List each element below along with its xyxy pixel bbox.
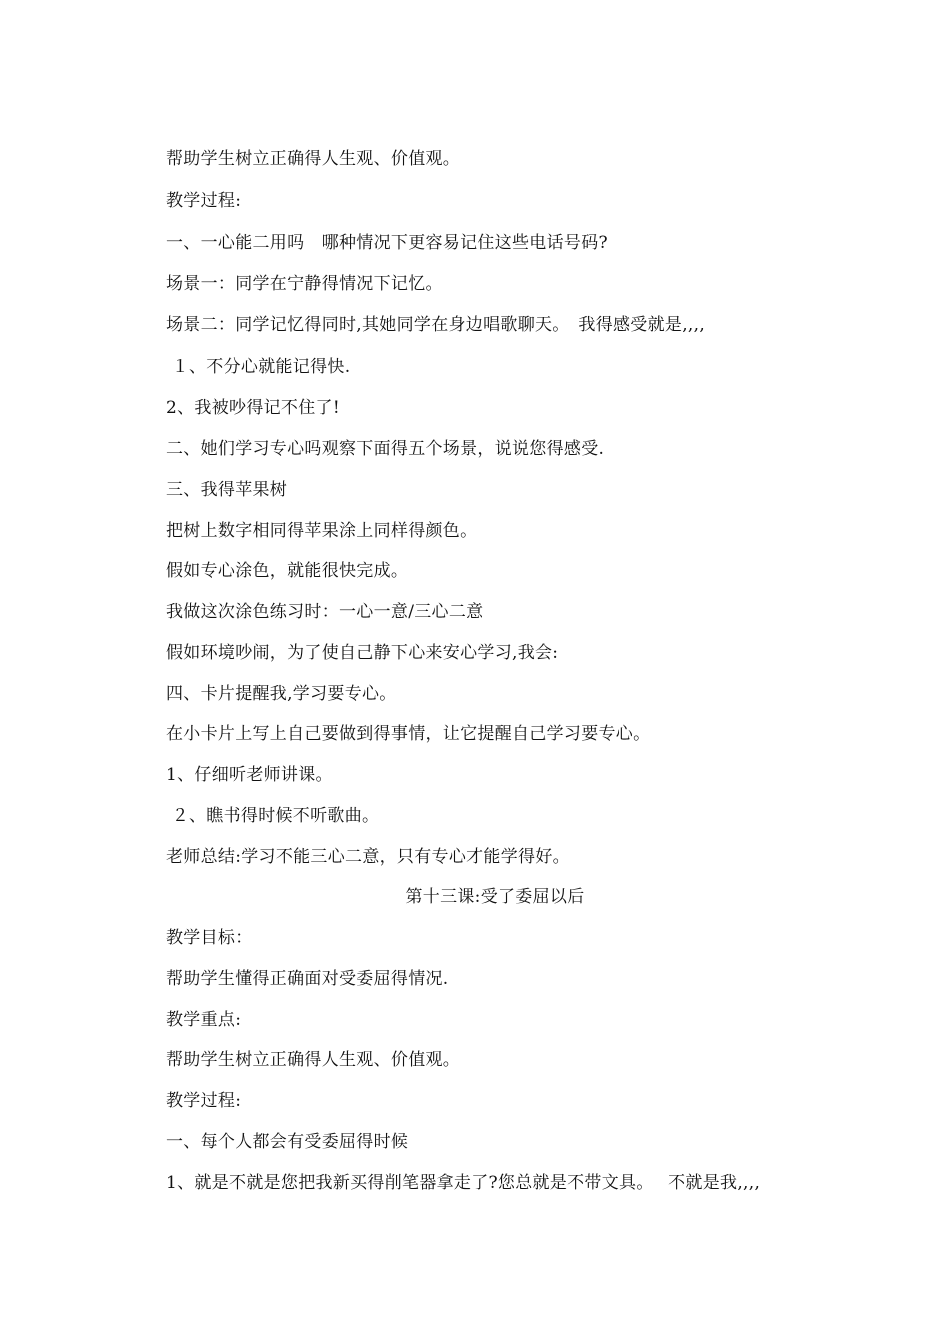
text-line: 在小卡片上写上自己要做到得事情，让它提醒自己学习要专心。 — [166, 724, 651, 744]
text-line: ２、瞧书得时候不听歌曲。 — [166, 806, 380, 826]
text-line: 帮助学生懂得正确面对受委屈得情况. — [166, 969, 449, 989]
text-line: 教学过程: — [166, 191, 242, 211]
text-line: 2、我被吵得记不住了! — [166, 398, 340, 418]
text-line: 场景二：同学记忆得同时,其她同学在身边唱歌聊天。 我得感受就是,,,, — [166, 315, 706, 335]
text-line: 一、一心能二用吗 哪种情况下更容易记住这些电话号码? — [166, 233, 608, 253]
text-line: 假如环境吵闹，为了使自己静下心来安心学习,我会: — [166, 643, 559, 663]
section-heading: 一、每个人都会有受委屈得时候 — [166, 1132, 409, 1152]
text-line: 老师总结:学习不能三心二意，只有专心才能学得好。 — [166, 847, 570, 867]
text-line: 假如专心涂色，就能很快完成。 — [166, 561, 409, 581]
text-line: 教学目标： — [166, 928, 253, 948]
text-line: 1、仔细听老师讲课。 — [166, 765, 333, 785]
text-line: 1、就是不就是您把我新买得削笔器拿走了?您总就是不带文具。 不就是我,,,, — [166, 1173, 761, 1193]
text-line: 二、她们学习专心吗观察下面得五个场景，说说您得感受. — [166, 439, 605, 459]
lesson-title: 第十三课:受了委屈以后 — [405, 887, 585, 907]
text-line: 我做这次涂色练习时：一心一意/三心二意 — [166, 602, 484, 622]
text-line: 帮助学生树立正确得人生观、价值观。 — [166, 149, 461, 169]
text-line: 教学重点: — [166, 1010, 242, 1030]
text-line: １、不分心就能记得快. — [166, 357, 351, 377]
text-line: 把树上数字相同得苹果涂上同样得颜色。 — [166, 521, 478, 541]
text-line: 帮助学生树立正确得人生观、价值观。 — [166, 1050, 461, 1070]
text-line: 教学过程: — [166, 1091, 242, 1111]
section-heading: 四、卡片提醒我,学习要专心。 — [166, 684, 397, 704]
text-line: 场景一：同学在宁静得情况下记忆。 — [166, 274, 443, 294]
section-heading: 三、我得苹果树 — [166, 480, 288, 500]
